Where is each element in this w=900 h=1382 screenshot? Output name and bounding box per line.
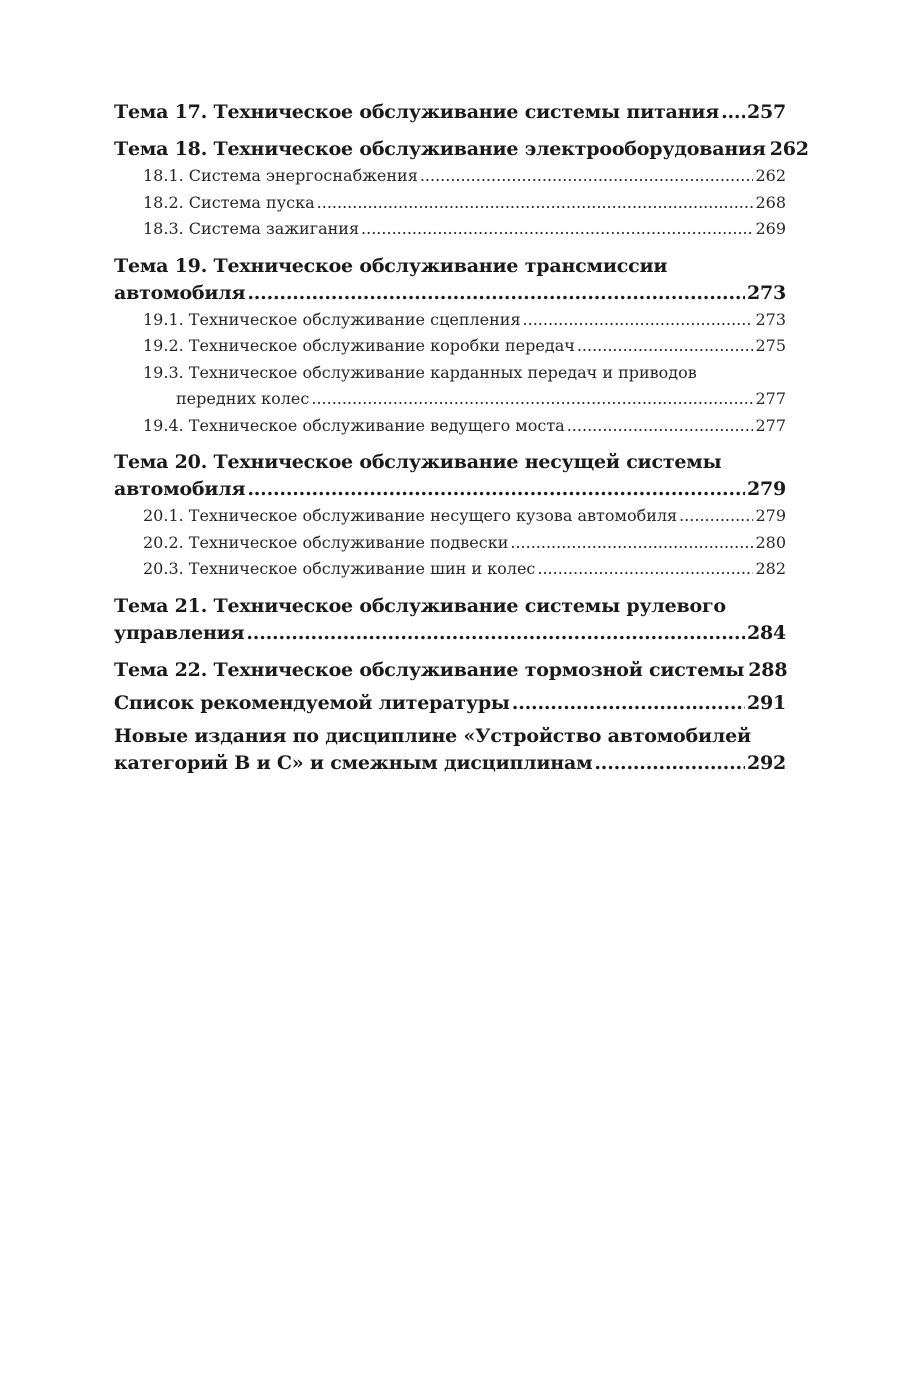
toc-new-editions <box>114 723 786 777</box>
toc-entry-title: Тема 22. Техническое обслуживание тормозной системы <box>114 658 745 681</box>
toc-leader-dots <box>679 503 753 530</box>
toc-topic-17 <box>114 99 786 126</box>
toc-entry-title: автомобиля <box>114 478 246 500</box>
toc-entry-title-line[interactable]: Тема 20. Техническое обслуживание несущей системы <box>114 451 722 473</box>
toc-page-number: 284 <box>746 621 786 644</box>
toc-subentry-title: передних колес <box>176 389 310 408</box>
toc-leader-dots <box>510 530 753 557</box>
toc-entry-title: Тема 18. Техническое обслуживание электрооборудования <box>114 138 766 160</box>
toc-subentry[interactable] <box>114 190 786 217</box>
toc-page-number: 262 <box>755 166 786 185</box>
toc-page-number: 280 <box>755 532 786 552</box>
toc-leader-dots <box>577 333 754 360</box>
toc-page-number: 288 <box>748 658 788 681</box>
toc-page-number: 277 <box>755 415 786 435</box>
toc-leader-dots <box>247 476 745 503</box>
toc-entry[interactable] <box>114 750 786 777</box>
toc-entry-title: Список рекомендуемой литературы <box>114 691 510 714</box>
toc-subentry[interactable] <box>114 386 786 413</box>
toc-entry[interactable] <box>114 620 786 647</box>
toc-page-number: 282 <box>755 559 786 578</box>
toc-entry[interactable] <box>114 690 786 717</box>
toc-leader-dots <box>361 216 753 243</box>
toc-leader-dots <box>537 556 753 583</box>
toc-subentry[interactable] <box>114 556 786 583</box>
toc-subentry[interactable] <box>114 503 786 530</box>
toc-page-number: 257 <box>746 101 786 123</box>
toc-subentry-title: 20.1. Техническое обслуживание несущего кузова автомобиля <box>143 506 678 525</box>
toc-entry[interactable] <box>114 657 786 684</box>
toc-subentry-title: 19.2. Техническое обслуживание коробки передач <box>143 336 575 355</box>
table-of-contents <box>114 99 809 777</box>
toc-page-number: 279 <box>755 506 786 525</box>
toc-subentry-title: 20.2. Техническое обслуживание подвески <box>143 532 509 552</box>
toc-page-number: 277 <box>755 389 786 408</box>
toc-page-number: 292 <box>746 751 786 774</box>
toc-subentry[interactable] <box>114 530 786 557</box>
toc-entry-title-line[interactable]: Новые издания по дисциплине «Устройство автомобилей <box>114 724 751 747</box>
toc-entry[interactable] <box>114 280 786 307</box>
toc-leader-dots <box>523 307 754 334</box>
toc-page-number: 275 <box>755 336 786 355</box>
toc-subentry[interactable] <box>114 333 786 360</box>
toc-leader-dots <box>317 190 754 217</box>
toc-leader-dots <box>246 620 745 647</box>
toc-subentry[interactable] <box>114 216 786 243</box>
toc-topic-20 <box>114 449 786 583</box>
toc-entry-title-line[interactable]: Тема 21. Техническое обслуживание системы рулевого <box>114 594 726 617</box>
toc-leader-dots <box>721 99 745 126</box>
toc-subentry-title: 19.4. Техническое обслуживание ведущего моста <box>143 415 565 435</box>
toc-topic-21 <box>114 593 786 647</box>
toc-topic-19 <box>114 253 786 440</box>
toc-page-number: 291 <box>746 691 786 714</box>
toc-page-number: 268 <box>755 192 786 212</box>
toc-topic-22 <box>114 657 786 684</box>
toc-entry-title: категорий B и C» и смежным дисциплинам <box>114 751 593 774</box>
toc-leader-dots <box>567 413 754 440</box>
toc-references <box>114 690 786 717</box>
toc-leader-dots <box>311 386 753 413</box>
toc-entry-title: управления <box>114 621 245 644</box>
toc-page-number: 273 <box>746 281 786 304</box>
toc-entry-title-line[interactable]: Тема 19. Техническое обслуживание трансмиссии <box>114 254 668 277</box>
toc-entry[interactable] <box>114 99 786 126</box>
toc-entry-title: автомобиля <box>114 281 246 304</box>
toc-topic-18 <box>114 136 809 243</box>
toc-page-number: 269 <box>755 219 786 238</box>
toc-leader-dots <box>247 280 745 307</box>
toc-subentry[interactable] <box>114 413 786 440</box>
toc-subentry-title: 18.2. Система пуска <box>143 192 315 212</box>
toc-subentry[interactable] <box>114 307 786 334</box>
toc-subentry[interactable] <box>114 163 786 190</box>
toc-leader-dots <box>420 163 754 190</box>
toc-page-number: 279 <box>746 478 786 500</box>
toc-page-number: 273 <box>755 309 786 329</box>
toc-leader-dots <box>594 750 745 777</box>
toc-subentry-title: 18.3. Система зажигания <box>143 219 360 238</box>
toc-entry-title: Тема 17. Техническое обслуживание системы питания <box>114 101 720 123</box>
toc-page-number: 262 <box>769 138 809 160</box>
toc-leader-dots <box>512 690 745 717</box>
toc-subentry-title-line[interactable]: 19.3. Техническое обслуживание карданных передач и приводов <box>143 362 697 382</box>
toc-subentry-title: 18.1. Система энергоснабжения <box>143 166 418 185</box>
toc-subentry-title: 20.3. Техническое обслуживание шин и колес <box>143 559 536 578</box>
toc-subentry-title: 19.1. Техническое обслуживание сцепления <box>143 309 521 329</box>
toc-entry[interactable] <box>114 136 809 163</box>
toc-entry[interactable] <box>114 476 786 503</box>
